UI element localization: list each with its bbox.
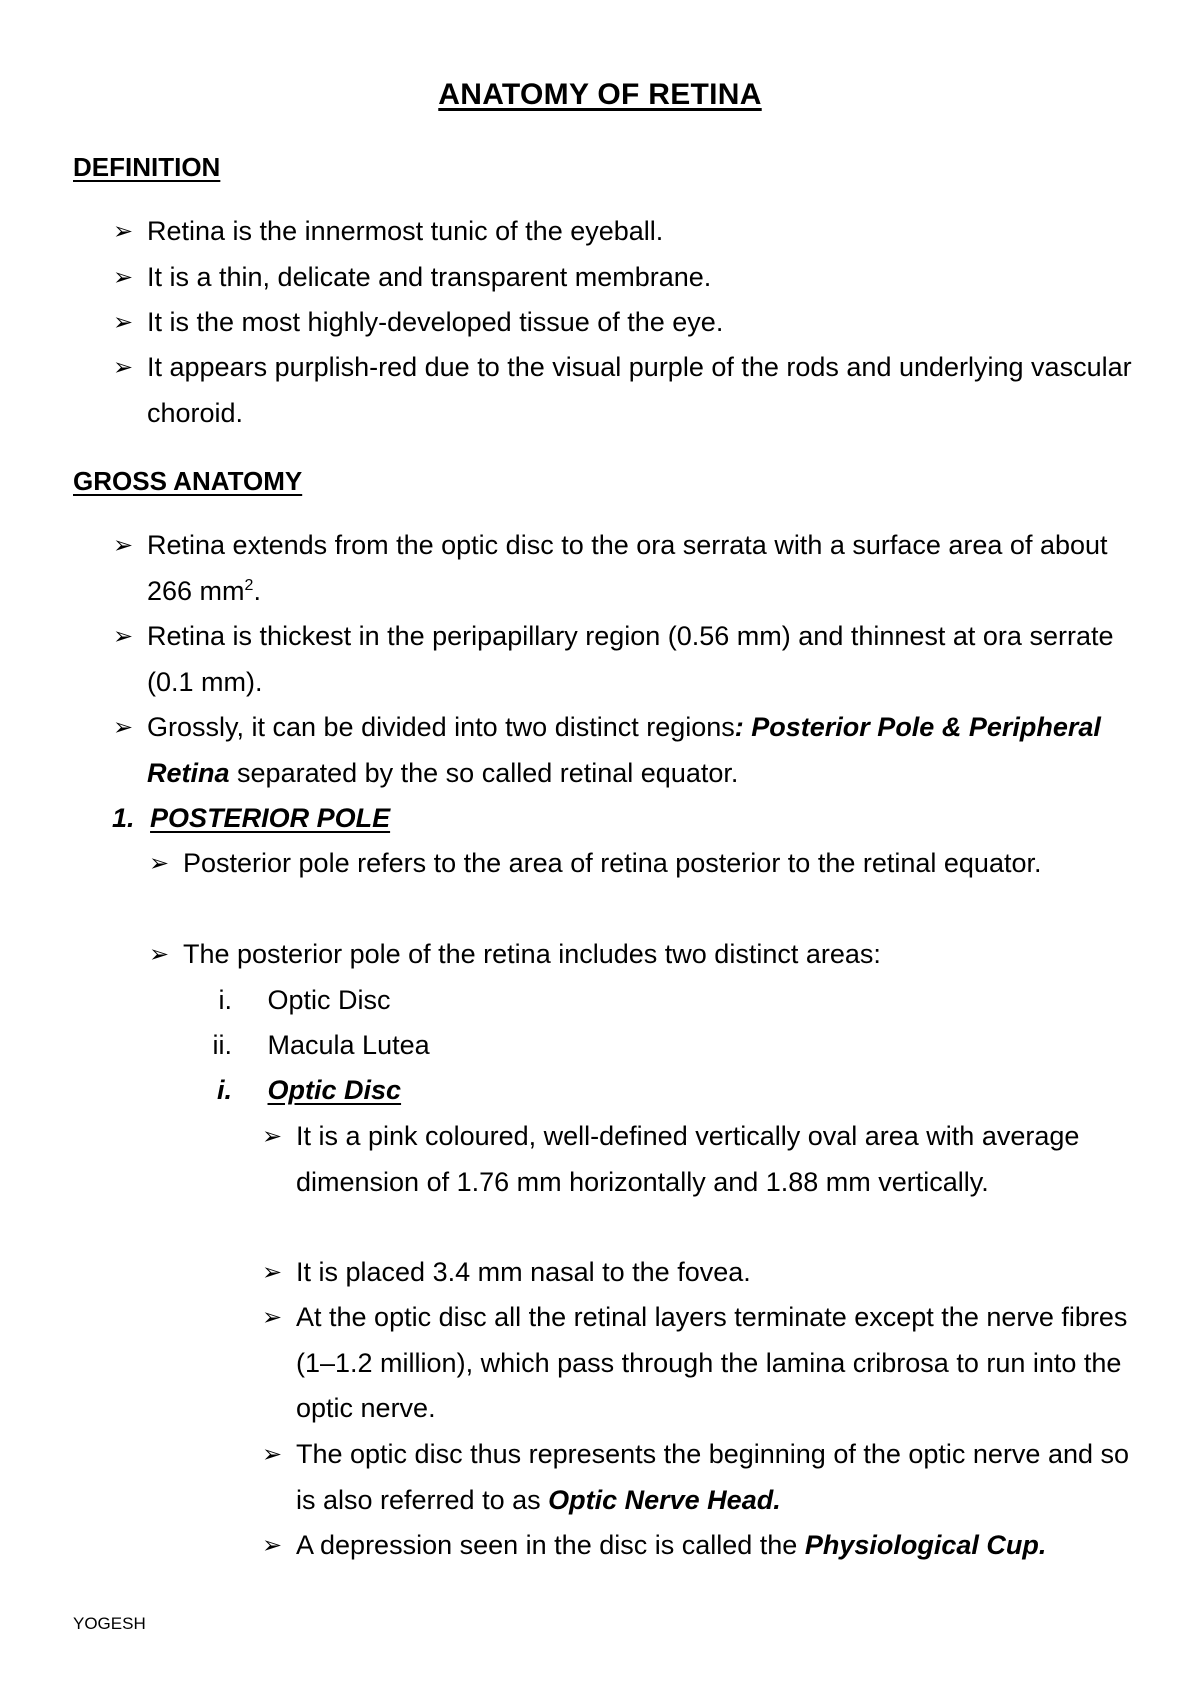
posterior-pole-heading: 1. POSTERIOR POLE	[112, 803, 391, 833]
definition-heading: DEFINITION	[73, 152, 221, 182]
page-title: ANATOMY OF RETINA	[438, 78, 762, 111]
arrow-bullet-icon: ➢	[262, 1258, 283, 1286]
list-item-optic-disc: i. Optic Disc	[218, 985, 391, 1015]
arrow-bullet-icon: ➢	[113, 353, 134, 381]
arrow-bullet-icon: ➢	[262, 1122, 283, 1150]
definition-bullet: ➢ It is the most highly-developed tissue of the eye.	[147, 300, 1132, 346]
optic-disc-bullet: ➢ At the optic disc all the retinal layers terminate except the nerve fibres (1–1.2 million), which pass through the lamina cribrosa to run into the optic nerve.	[296, 1295, 1146, 1432]
definition-bullet: ➢ It is a thin, delicate and transparent membrane.	[147, 255, 1132, 301]
arrow-bullet-icon: ➢	[113, 622, 134, 650]
arrow-bullet-icon: ➢	[113, 217, 134, 245]
optic-disc-bullet: ➢ It is a pink coloured, well-defined vertically oval area with average dimension of 1.76 mm horizontally and 1.88 mm vertically.	[296, 1114, 1146, 1205]
definition-bullet: ➢ Retina is the innermost tunic of the eyeball.	[147, 209, 1132, 255]
optic-disc-bullet: ➢ A depression seen in the disc is called the Physiological Cup.	[296, 1523, 1146, 1569]
arrow-bullet-icon: ➢	[149, 940, 170, 968]
optic-disc-heading: i. Optic Disc	[216, 1075, 402, 1105]
arrow-bullet-icon: ➢	[262, 1531, 283, 1559]
gross-bullet-regions: ➢ Grossly, it can be divided into two distinct regions: Posterior Pole & Peripheral Retina separated by the so called retinal equator.	[147, 705, 1132, 796]
posterior-bullet: ➢ The posterior pole of the retina includes two distinct areas:	[183, 932, 1083, 978]
gross-bullet-thickness: ➢ Retina is thickest in the peripapillary region (0.56 mm) and thinnest at ora serrate (0.1 mm).	[147, 614, 1132, 705]
definition-bullet: ➢ It appears purplish-red due to the visual purple of the rods and underlying vascular choroid.	[147, 345, 1132, 436]
posterior-bullet: ➢ Posterior pole refers to the area of retina posterior to the retinal equator.	[183, 841, 1083, 887]
arrow-bullet-icon: ➢	[149, 849, 170, 877]
arrow-bullet-icon: ➢	[113, 713, 134, 741]
list-item-macula-lutea: ii. Macula Lutea	[212, 1030, 430, 1060]
arrow-bullet-icon: ➢	[113, 263, 134, 291]
arrow-bullet-icon: ➢	[113, 531, 134, 559]
gross-anatomy-heading: GROSS ANATOMY	[73, 466, 303, 496]
optic-disc-bullet: ➢ The optic disc thus represents the beginning of the optic nerve and so is also referred to as Optic Nerve Head.	[296, 1432, 1146, 1523]
footer-author: YOGESH	[73, 1614, 146, 1633]
gross-bullet-surface-area: ➢ Retina extends from the optic disc to the ora serrata with a surface area of about 266 $mm^2$.	[147, 523, 1132, 614]
arrow-bullet-icon: ➢	[262, 1440, 283, 1468]
arrow-bullet-icon: ➢	[113, 308, 134, 336]
optic-disc-bullet: ➢ It is placed 3.4 mm nasal to the fovea.	[296, 1250, 1146, 1296]
arrow-bullet-icon: ➢	[262, 1303, 283, 1331]
